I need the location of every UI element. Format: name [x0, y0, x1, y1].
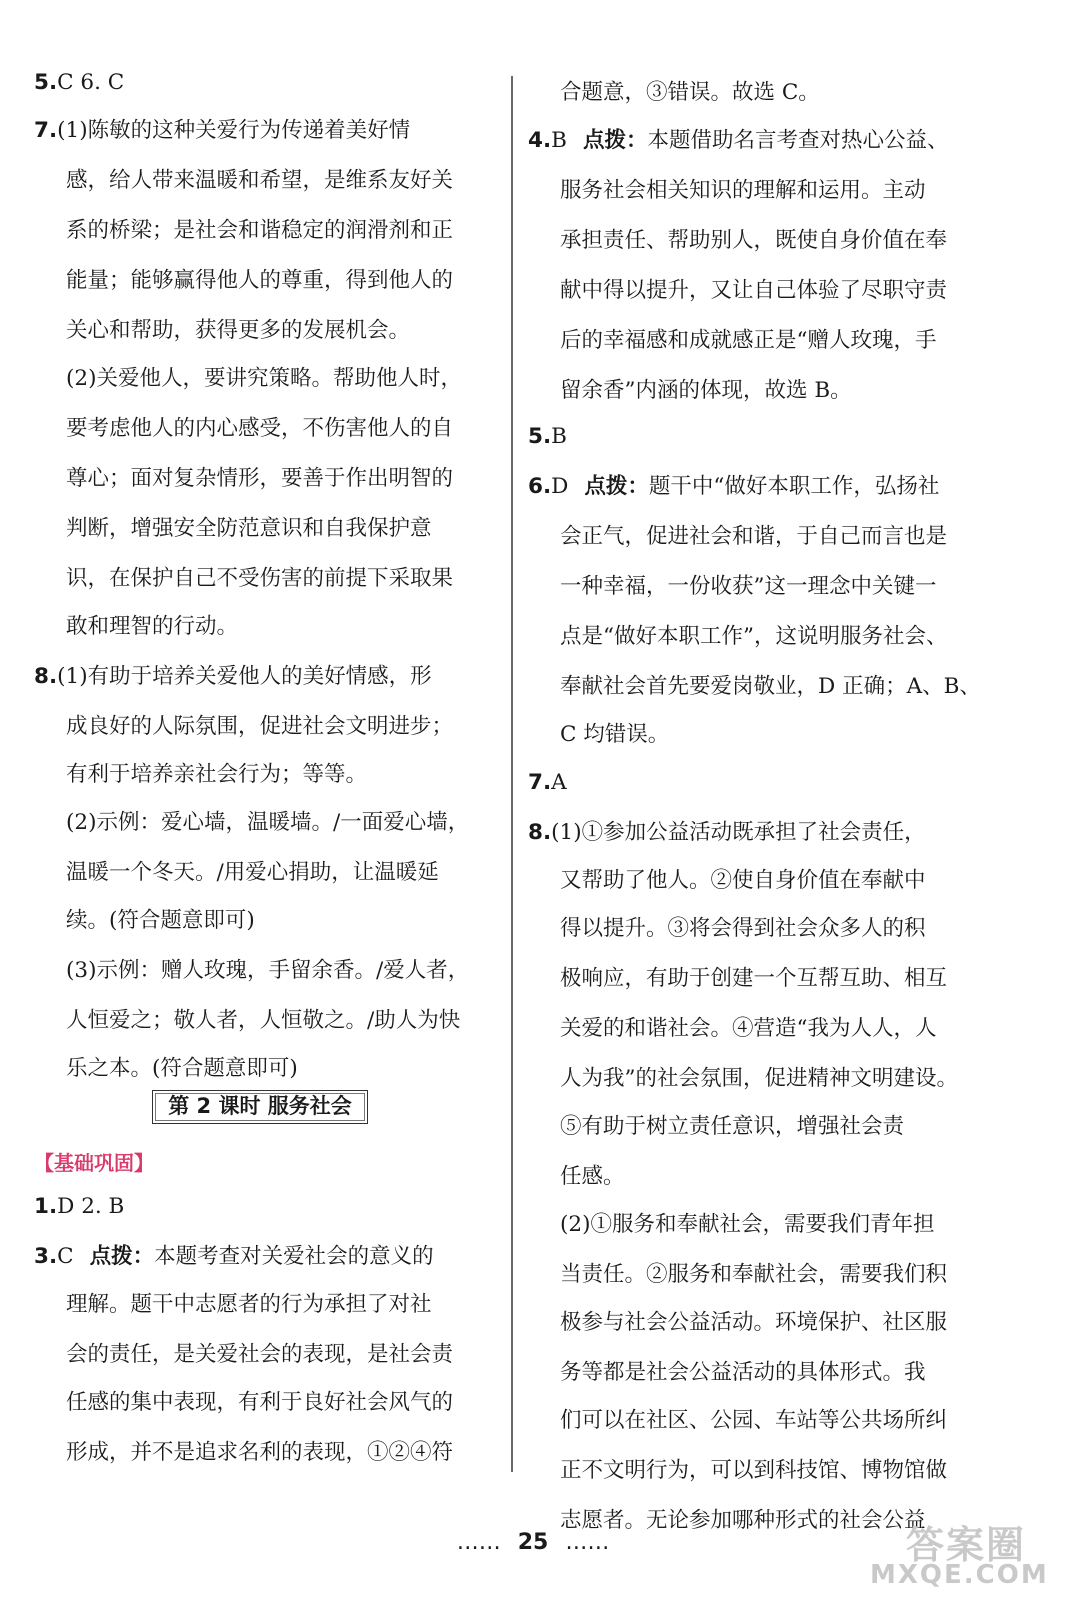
text-line	[528, 1012, 998, 1046]
text-line	[528, 124, 998, 158]
text-line	[528, 570, 998, 604]
text-line	[34, 758, 504, 792]
answer-text: 尊心；面对复杂情形，要善于作出明智的	[66, 466, 454, 491]
text-line	[528, 274, 998, 308]
text-line	[34, 114, 504, 148]
text-line	[34, 314, 504, 348]
answer-text: 识，在保护自己不受伤害的前提下采取果	[66, 566, 454, 591]
text-line	[528, 324, 998, 358]
text-line	[34, 610, 504, 644]
question-number: 4.	[528, 128, 552, 153]
text-line	[34, 412, 504, 446]
text-line	[34, 1190, 504, 1224]
question-number: 3.	[34, 1244, 58, 1269]
question-number: 6.	[528, 474, 552, 499]
hint-label: 点拨：	[584, 474, 649, 499]
answer-text: (3)示例：赠人玫瑰，手留余香。/爱人者，	[66, 958, 470, 983]
answer-text: B	[551, 128, 567, 153]
text-line	[34, 710, 504, 744]
answer-text: 又帮助了他人。②使自身价值在奉献中	[560, 868, 926, 893]
footer-dots-left: ……	[456, 1530, 501, 1555]
answer-text: 要考虑他人的内心感受，不伤害他人的自	[66, 416, 454, 441]
text-line	[528, 1062, 998, 1096]
question-number: 7.	[528, 770, 552, 795]
answer-text: 人恒爱之；敬人者，人恒敬之。/助人为快	[66, 1008, 461, 1033]
text-line	[528, 1258, 998, 1292]
answer-text: 点是“做好本职工作”，这说明服务社会、	[560, 624, 948, 649]
answer-text: 任感的集中表现，有利于良好社会风气的	[66, 1390, 454, 1415]
answer-text: 形成，并不是追求名利的表现，①②④符	[66, 1440, 454, 1465]
text-line	[34, 164, 504, 198]
answer-text: 理解。题干中志愿者的行为承担了对社	[66, 1292, 432, 1317]
text-line	[34, 806, 504, 840]
answer-text: 极响应，有助于创建一个互帮互助、相互	[560, 966, 948, 991]
answer-text: 会的责任，是关爱社会的表现，是社会责	[66, 1342, 454, 1367]
text-line	[528, 224, 998, 258]
answer-text: C	[57, 1244, 74, 1269]
answer-text: 极参与社会公益活动。环境保护、社区服	[560, 1310, 948, 1335]
text-line	[34, 660, 504, 694]
answer-text: (2)示例：爱心墙，温暖墙。/一面爱心墙，	[66, 810, 470, 835]
answer-text: 留余香”内涵的体现，故选 B。	[560, 378, 852, 403]
column-divider	[511, 76, 513, 1472]
text-line	[34, 66, 504, 100]
question-number: 5.	[34, 70, 58, 95]
answer-text: C 均错误。	[560, 722, 670, 747]
lesson-title-text: 第 2 课时 服务社会	[168, 1094, 352, 1118]
text-line	[528, 420, 998, 454]
answer-text: B	[551, 424, 567, 449]
text-line	[528, 620, 998, 654]
text-line	[34, 954, 504, 988]
text-line	[34, 856, 504, 890]
answer-text: (1)有助于培养关爱他人的美好情感，形	[57, 664, 432, 689]
lesson-title	[152, 1090, 368, 1124]
answer-text: 奉献社会首先要爱岗敬业，D 正确；A、B、	[560, 674, 981, 699]
answer-text: 当责任。②服务和奉献社会，需要我们积	[560, 1262, 948, 1287]
footer-dots-right: ……	[565, 1530, 610, 1555]
answer-text: 感，给人带来温暖和希望，是维系友好关	[66, 168, 454, 193]
hint-label: 点拨：	[89, 1244, 155, 1269]
answer-text: 承担责任、帮助别人，既使自身价值在奉	[560, 228, 948, 253]
text-line	[34, 462, 504, 496]
text-line	[528, 718, 998, 752]
text-line	[34, 1052, 504, 1086]
text-line	[34, 562, 504, 596]
text-line	[528, 1454, 998, 1488]
text-line	[34, 1240, 504, 1274]
question-number: 1.	[34, 1194, 58, 1219]
answer-text: 乐之本。(符合题意即可)	[66, 1056, 298, 1081]
text-line	[528, 520, 998, 554]
answer-text: 判断，增强安全防范意识和自我保护意	[66, 516, 432, 541]
text-line	[528, 470, 998, 504]
answer-text: 献中得以提升，又让自己体验了尽职守责	[560, 278, 948, 303]
answer-text: 任感。	[560, 1164, 625, 1189]
text-line	[528, 766, 998, 800]
text-line	[34, 512, 504, 546]
answer-text: 一种幸福，一份收获”这一理念中关键一	[560, 574, 937, 599]
answer-text: (1)①参加公益活动既承担了社会责任，	[551, 820, 926, 845]
watermark-logo-text: 答案圈	[906, 1523, 1027, 1567]
text-line	[34, 1338, 504, 1372]
text-line	[528, 1110, 998, 1144]
text-line	[528, 816, 998, 850]
answer-text: 能量；能够赢得他人的尊重，得到他人的	[66, 268, 454, 293]
text-line	[528, 670, 998, 704]
question-number: 5.	[528, 424, 552, 449]
answer-text: D	[551, 474, 569, 499]
answer-text: 温暖一个冬天。/用爱心捐助，让温暖延	[66, 860, 439, 885]
answer-text: 合题意，③错误。故选 C。	[560, 80, 820, 105]
hint-text: 题干中“做好本职工作，弘扬社	[648, 474, 940, 499]
answer-text: 系的桥梁；是社会和谐稳定的润滑剂和正	[66, 218, 454, 243]
answer-text: 关爱的和谐社会。④营造“我为人人，人	[560, 1016, 937, 1041]
text-line	[528, 1404, 998, 1438]
answer-text: 人为我”的社会氛围，促进精神文明建设。	[560, 1066, 958, 1091]
answer-text: (2)关爱他人，要讲究策略。帮助他人时，	[66, 366, 462, 391]
answer-text: 敢和理智的行动。	[66, 614, 239, 639]
hint-text: 本题考查对关爱社会的意义的	[154, 1244, 434, 1269]
text-line	[34, 214, 504, 248]
answer-text: 会正气，促进社会和谐，于自己而言也是	[560, 524, 948, 549]
answer-text: 得以提升。③将会得到社会众多人的积	[560, 916, 926, 941]
text-line	[528, 1160, 998, 1194]
text-line	[34, 904, 504, 938]
text-line	[528, 1306, 998, 1340]
answer-text: (2)①服务和奉献社会，需要我们青年担	[560, 1212, 935, 1237]
answer-text: 关心和帮助，获得更多的发展机会。	[66, 318, 411, 343]
answer-text: 续。(符合题意即可)	[66, 908, 255, 933]
answer-text: 后的幸福感和成就感正是“赠人玫瑰，手	[560, 328, 937, 353]
text-line	[34, 264, 504, 298]
section-label: 【基础巩固】	[34, 1151, 154, 1175]
answer-text: (1)陈敏的这种关爱行为传递着美好情	[57, 118, 411, 143]
text-line	[528, 374, 998, 408]
watermark-logo	[858, 1514, 1058, 1594]
text-line	[34, 1386, 504, 1420]
text-line	[528, 1356, 998, 1390]
text-line	[34, 362, 504, 396]
text-line	[34, 1436, 504, 1470]
question-number: 7.	[34, 118, 58, 143]
answer-text: D 2. B	[57, 1194, 125, 1219]
question-number: 8.	[528, 820, 552, 845]
answer-text: 务等都是社会公益活动的具体形式。我	[560, 1360, 926, 1385]
text-line	[528, 174, 998, 208]
page-number: 25	[517, 1530, 549, 1555]
hint-text: 本题借助名言考查对热心公益、	[647, 128, 949, 153]
answer-text: ⑤有助于树立责任意识，增强社会责	[560, 1114, 905, 1139]
answer-text: 正不文明行为，可以到科技馆、博物馆做	[560, 1458, 948, 1483]
answer-text: 志愿者。无论参加哪种形式的社会公益	[560, 1508, 926, 1533]
watermark-url: MXQE.COM	[870, 1560, 1049, 1590]
text-line	[34, 1288, 504, 1322]
hint-label: 点拨：	[582, 128, 648, 153]
text-line	[528, 864, 998, 898]
text-line	[34, 1004, 504, 1038]
answer-text: 服务社会相关知识的理解和运用。主动	[560, 178, 926, 203]
answer-text: 成良好的人际氛围，促进社会文明进步；	[66, 714, 454, 739]
question-number: 8.	[34, 664, 58, 689]
answer-text: 们可以在社区、公园、车站等公共场所纠	[560, 1408, 948, 1433]
text-line	[528, 962, 998, 996]
text-line	[528, 76, 998, 110]
text-line	[528, 912, 998, 946]
text-line	[528, 1208, 998, 1242]
answer-text: A	[551, 770, 567, 795]
answer-text: 有利于培养亲社会行为；等等。	[66, 762, 368, 787]
answer-text: C 6. C	[57, 70, 125, 95]
